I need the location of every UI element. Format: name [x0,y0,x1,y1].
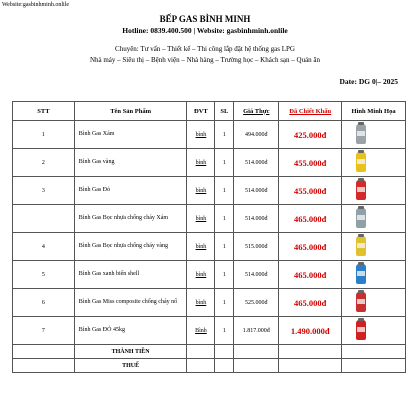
tax-row [13,359,406,373]
row-stt: 7 [13,317,75,345]
gas-cylinder-icon [356,124,366,144]
table-row [13,205,406,233]
header-qty: SL [215,102,234,121]
row-stt: 2 [13,149,75,177]
row-price: 514.000đ [234,261,279,289]
table-row [13,317,406,345]
header-stt: STT [13,102,75,121]
services-line-2: Nhà máy – Siêu thị – Bệnh viện – Nhà hàng – Trường học – Khách sạn – Quán ăn [89,56,321,64]
row-unit: bình [187,233,215,261]
row-stt [13,205,75,233]
row-image [342,233,406,261]
row-stt: 3 [13,177,75,205]
row-discount: 455.000đ [279,177,342,205]
table-row [13,261,406,289]
row-image [342,289,406,317]
row-price: 514.000đ [234,205,279,233]
table-row [13,149,406,177]
row-price: 494.000đ [234,121,279,149]
table-row [13,121,406,149]
header-discount: Đã Chiết Khấu [279,102,342,121]
row-stt: 1 [13,121,75,149]
row-discount: 465.000đ [279,205,342,233]
header-image: Hình Minh Họa [342,102,406,121]
row-qty: 1 [215,177,234,205]
row-qty: 1 [215,233,234,261]
row-image [342,205,406,233]
row-image [342,149,406,177]
row-unit: bình [187,177,215,205]
row-price: 514.000đ [234,177,279,205]
row-discount: 1.490.000đ [279,317,342,345]
row-discount: 455.000đ [279,149,342,177]
row-qty: 1 [215,317,234,345]
table-header-row [13,102,406,121]
row-product-name: Bình Gas Miss composite chống cháy nổ [74,289,187,317]
company-title: BẾP GAS BÌNH MINH [159,14,251,24]
row-product-name: Bình Gas xanh biển shell [74,261,187,289]
total-row [13,345,406,359]
total-label: THÀNH TIỀN [74,345,187,359]
row-image [342,317,406,345]
row-price: 525.000đ [234,289,279,317]
row-image [342,121,406,149]
row-unit: bình [187,261,215,289]
gas-cylinder-icon [356,180,366,200]
gas-cylinder-icon [356,208,366,228]
services-line-1: Chuyên: Tư vấn – Thiết kế – Thi công lắp đặt hệ thống gas LPG [115,45,295,53]
row-product-name: Bình Gas Bọc nhựa chống cháy Xám [74,205,187,233]
row-qty: 1 [215,289,234,317]
row-unit: bình [187,149,215,177]
row-discount: 465.000đ [279,233,342,261]
row-qty: 1 [215,205,234,233]
header-unit: ĐVT [187,102,215,121]
row-unit: bình [187,205,215,233]
row-product-name: Bình Gas Đỏ [74,177,187,205]
gas-cylinder-icon [356,320,366,340]
hotline-line: Hotline: 0839.400.500 | Website: gasbinhminh.onlile [122,26,288,35]
row-image [342,177,406,205]
row-product-name: Bình Gas ĐỎ 45kg [74,317,187,345]
header-product-name: Tên Sản Phẩm [74,102,187,121]
row-stt: 6 [13,289,75,317]
row-stt: 4 [13,233,75,261]
gas-cylinder-icon [356,264,366,284]
table-row [13,177,406,205]
header-price: Giá Thực [234,102,279,121]
row-price: 1.817.000đ [234,317,279,345]
row-discount: 465.000đ [279,289,342,317]
row-price: 514.000đ [234,149,279,177]
table-row [13,233,406,261]
row-qty: 1 [215,149,234,177]
row-discount: 425.000đ [279,121,342,149]
row-stt: 5 [13,261,75,289]
row-product-name: Bình Gas Bọc nhựa chống cháy vàng [74,233,187,261]
website-label: Website:gasbinhminh.onlile [2,2,70,8]
row-discount: 465.000đ [279,261,342,289]
row-qty: 1 [215,121,234,149]
row-unit: bình [187,289,215,317]
gas-cylinder-icon [356,152,366,172]
table-row [13,289,406,317]
price-table [12,101,406,373]
tax-label: THUẾ [74,359,187,373]
row-qty: 1 [215,261,234,289]
gas-cylinder-icon [356,292,366,312]
row-unit: bình [187,121,215,149]
row-product-name: Bình Gas Xám [74,121,187,149]
row-image [342,261,406,289]
row-unit: Bình [187,317,215,345]
gas-cylinder-icon [356,236,366,256]
date-label: Date: DG 0|– 2025 [339,77,398,86]
row-price: 515.000đ [234,233,279,261]
row-product-name: Bình Gas vàng [74,149,187,177]
